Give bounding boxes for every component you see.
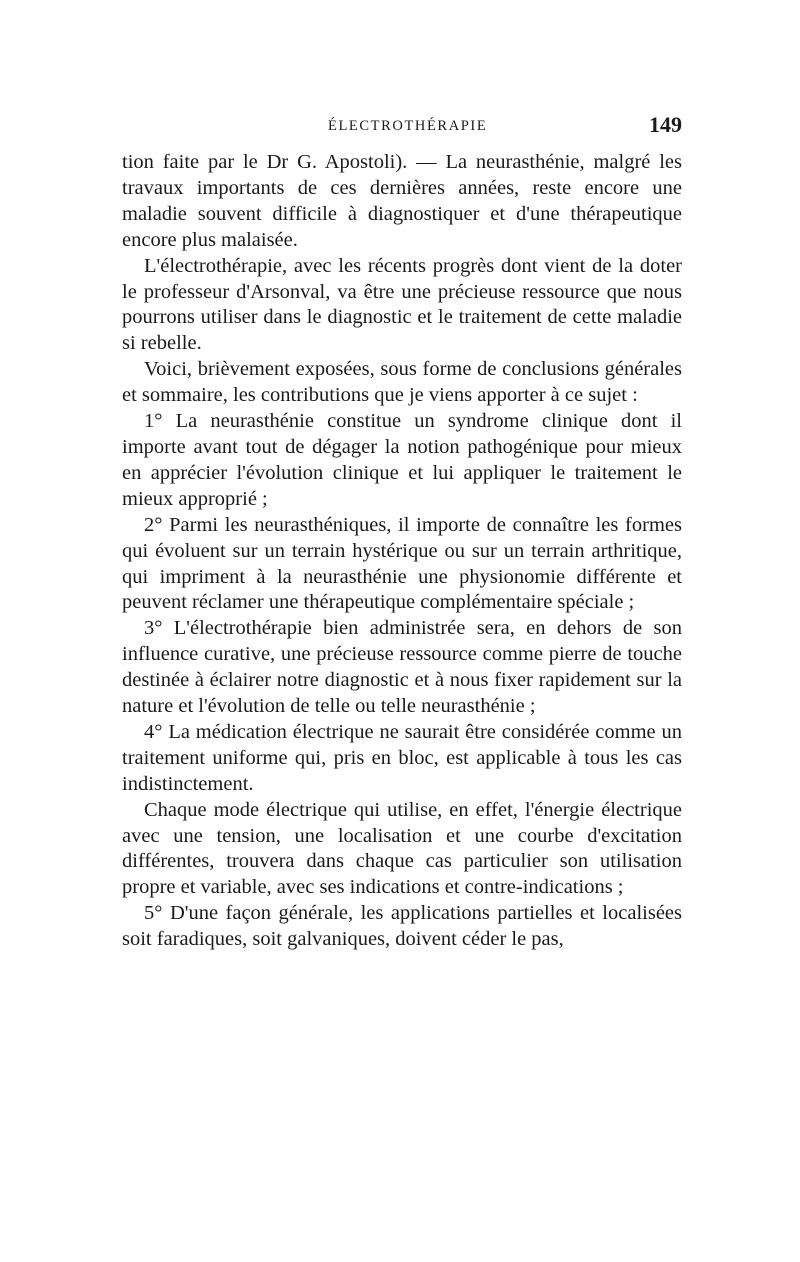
page-body [122,150,682,953]
paragraph-electrotherapy: L'électrothérapie, avec les récents progrès dont vient de la doter le professeur d'Arsonval, va être une précieuse ressource que nous pourrons utiliser dans le diagnostic et le traitement de cette maladie si rebelle. [122,254,682,355]
paragraph-conclusion-2: 2° Parmi les neurasthéniques, il importe de connaître les formes qui évoluent sur un terrain hystérique ou sur un terrain arthritique, qui impriment à la neurasthénie une physionomie différente et peuvent réclamer une thérapeutique complémentaire spéciale ; [122,513,682,614]
paragraph-conclusion-3: 3° L'électrothérapie bien administrée sera, en dehors de son influence curative, une précieuse ressource comme pierre de touche destinée à éclairer notre diagnostic et à nous fixer rapidement sur la nature et l'évolution de telle ou telle neurasthénie ; [122,617,682,718]
page-number: 149 [649,112,682,137]
paragraph-electric-modes: Chaque mode électrique qui utilise, en effet, l'énergie électrique avec une tension, une localisation et une courbe d'excitation différentes, trouvera dans chaque cas particulier son utilisation propre et variable, avec ses indications et contre-indications ; [122,798,682,899]
page-header [122,112,682,142]
paragraph-conclusion-1: 1° La neurasthénie constitue un syndrome clinique dont il importe avant tout de dégager la notion pathogénique pour mieux en apprécier l'évolution clinique et lui appliquer le traitement le mieux approprié ; [122,410,682,510]
paragraph-continuation: tion faite par le Dr G. Apostoli). — La neurasthénie, malgré les travaux importants de ces dernières années, reste encore une maladie souvent difficile à diagnostiquer et d'une thérapeutique encore plus malaisée. [122,151,682,251]
paragraph-conclusion-4: 4° La médication électrique ne saurait être considérée comme un traitement uniforme qui, pris en bloc, est applicable à tous les cas indistinctement. [122,720,682,795]
paragraph-intro-conclusions: Voici, brièvement exposées, sous forme de conclusions générales et sommaire, les contributions que je viens apporter à ce sujet : [122,358,682,407]
running-title: ÉLECTROTHÉRAPIE [328,118,488,134]
paragraph-conclusion-5: 5° D'une façon générale, les applications partielles et localisées soit faradiques, soit galvaniques, doivent céder le pas, [122,902,682,951]
